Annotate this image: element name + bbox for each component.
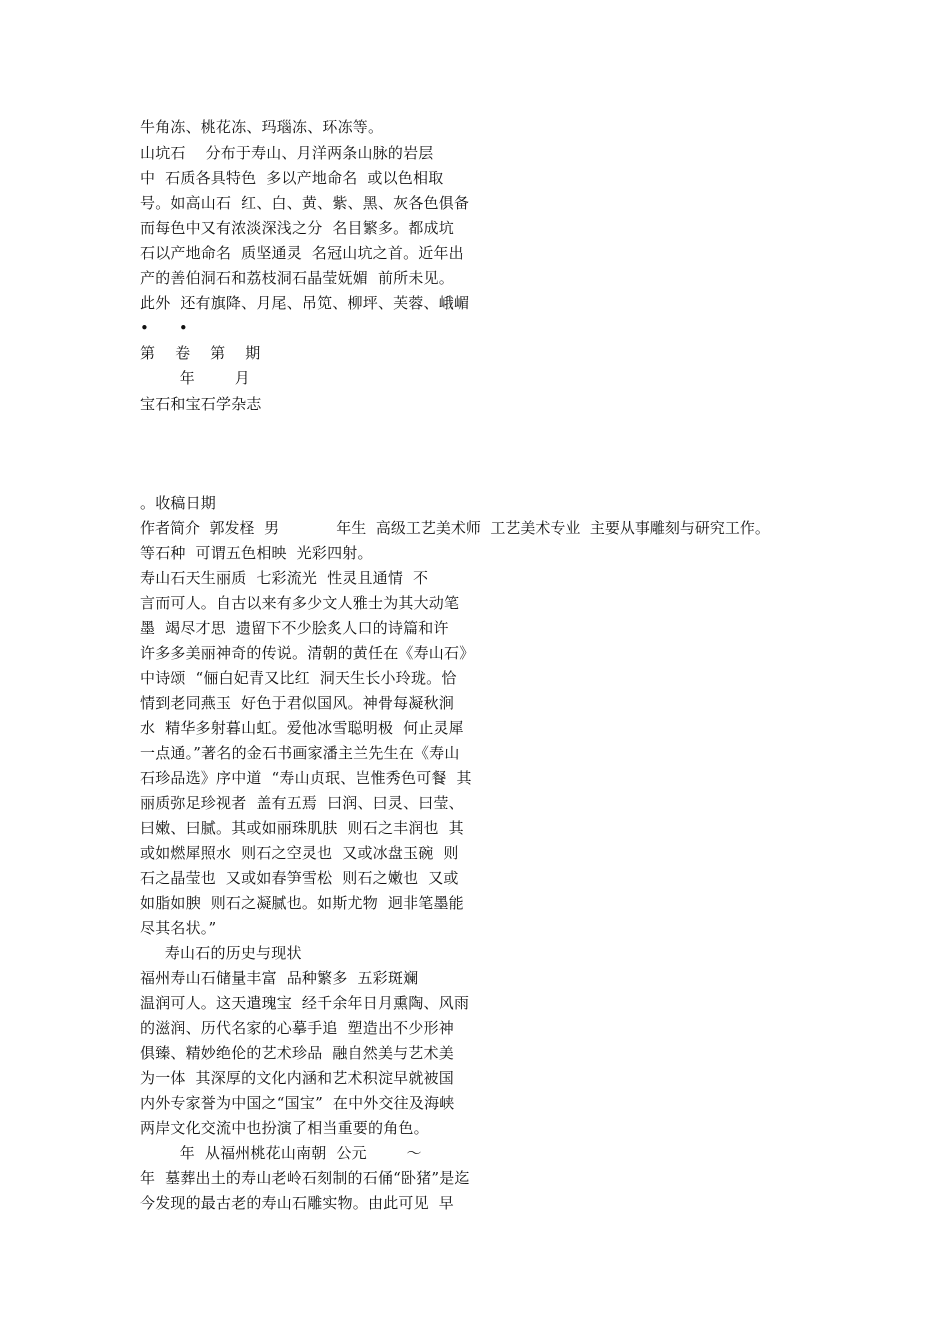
received-date: 。收稿日期: [140, 494, 217, 512]
text-line: 产的善伯洞石和荔枝洞石晶莹妩媚 前所未见。: [140, 269, 454, 287]
text-line: 两岸文化交流中也扮演了相当重要的角色。: [140, 1119, 429, 1137]
text-line: 如脂如腴 则石之凝腻也。如斯尤物 迥非笔墨能: [140, 894, 464, 912]
text-line: 今发现的最古老的寿山石雕实物。由此可见 早: [140, 1194, 454, 1212]
text-line: 言而可人。自古以来有多少文人雅士为其大动笔: [140, 594, 460, 612]
text-line: 或如燃犀照水 则石之空灵也 又或冰盘玉碗 则: [140, 844, 459, 862]
text-line: 情到老同燕玉 好色于君似国风。神骨每凝秋涧: [140, 694, 454, 712]
text-line: 水 精华多射暮山虹。爱他冰雪聪明极 何止灵犀: [140, 719, 464, 737]
text-line: 此外 还有旗降、月尾、吊笕、柳坪、芙蓉、峨嵋: [140, 294, 470, 312]
text-line: 石以产地命名 质坚通灵 名冠山坑之首。近年出: [140, 244, 464, 262]
text-line: 丽质弥足珍视者 盖有五焉 曰润、曰灵、曰莹、: [140, 794, 464, 812]
text-line: 一点通。”著名的金石书画家潘主兰先生在《寿山: [140, 744, 460, 762]
text-line: 内外专家誉为中国之“国宝” 在中外交往及海峡: [140, 1094, 455, 1112]
text-line: 俱臻、精妙绝伦的艺术珍品 融自然美与艺术美: [140, 1044, 454, 1062]
text-line: 而每色中又有浓淡深浅之分 名目繁多。都成坑: [140, 219, 454, 237]
text-line: 的滋润、历代名家的心摹手追 塑造出不少形神: [140, 1019, 454, 1037]
text-line: 福州寿山石储量丰富 品种繁多 五彩斑斓: [140, 969, 419, 987]
text-line: 号。如高山石 红、白、黄、紫、黑、灰各色俱备: [140, 194, 470, 212]
text-line: 中 石质各具特色 多以产地命名 或以色相取: [140, 169, 444, 187]
journal-issue: 第 卷 第 期: [140, 344, 261, 362]
text-line: 年 从福州桃花山南朝 公元 ～: [140, 1144, 422, 1162]
text-line: 为一体 其深厚的文化内涵和艺术积淀早就被国: [140, 1069, 454, 1087]
bullet-line: • •: [140, 319, 188, 337]
text-line: 年 墓葬出土的寿山老岭石刻制的石俑“卧猪”是迄: [140, 1169, 470, 1187]
text-line: 曰嫩、曰腻。其或如丽珠肌肤 则石之丰润也 其: [140, 819, 464, 837]
text-line: 许多多美丽神奇的传说。清朝的黄任在《寿山石》: [140, 644, 475, 662]
text-line: 山坑石 分布于寿山、月洋两条山脉的岩层: [140, 144, 434, 162]
text-line: 牛角冻、桃花冻、玛瑙冻、环冻等。: [140, 118, 384, 136]
journal-name: 宝石和宝石学杂志: [140, 395, 262, 413]
text-line: 墨 竭尽才思 遗留下不少脍炙人口的诗篇和许: [140, 619, 449, 637]
journal-date: 年 月: [140, 369, 250, 387]
text-line: 等石种 可谓五色相映 光彩四射。: [140, 544, 373, 562]
section-heading: 寿山石的历史与现状: [140, 944, 302, 962]
author-bio: 作者简介 郭发柽 男 年生 高级工艺美术师 工艺美术专业 主要从事雕刻与研究工作。: [140, 519, 770, 537]
text-line: 中诗颂 “俪白妃青又比红 洞天生长小玲珑。恰: [140, 669, 457, 687]
text-line: 寿山石天生丽质 七彩流光 性灵且通情 不: [140, 569, 429, 587]
text-line: 石珍品选》序中道 “寿山贞珉、岂惟秀色可餐 其: [140, 769, 472, 787]
text-line: 尽其名状。”: [140, 919, 217, 937]
text-line: 石之晶莹也 又或如春笋雪松 则石之嫩也 又或: [140, 869, 459, 887]
text-line: 温润可人。这天遣瑰宝 经千余年日月熏陶、风雨: [140, 994, 470, 1012]
